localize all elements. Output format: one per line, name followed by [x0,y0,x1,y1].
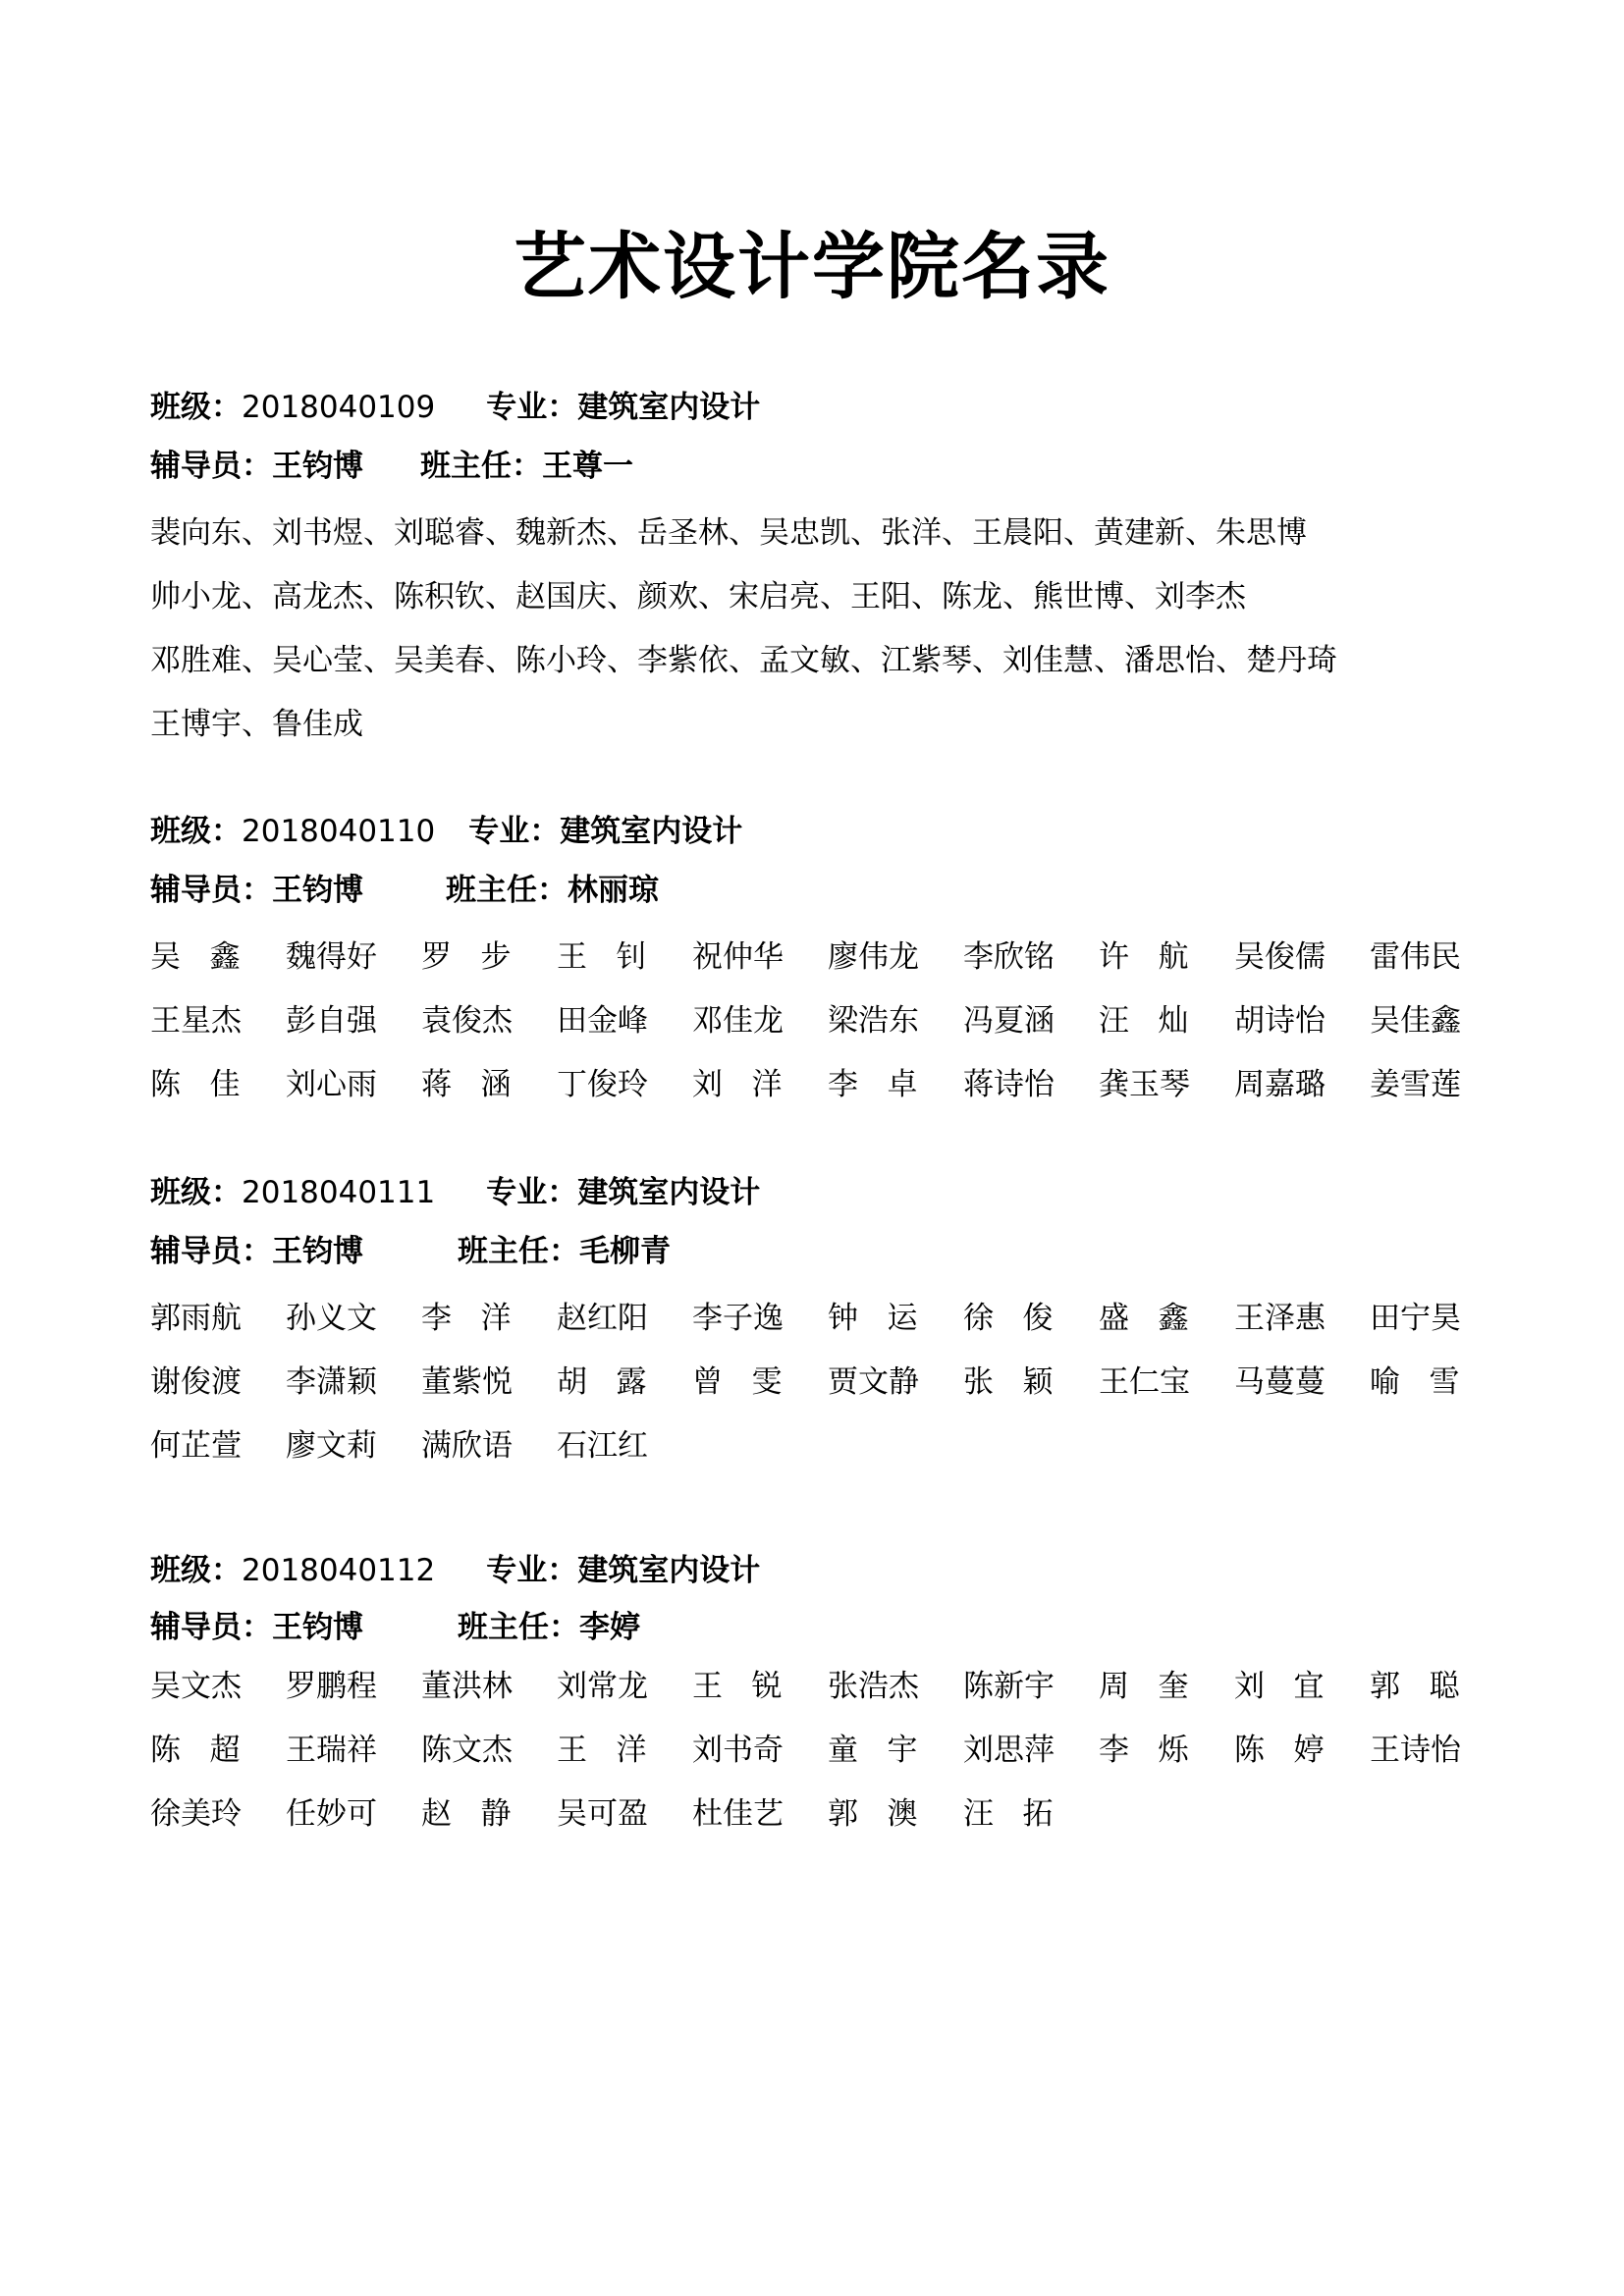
student-name: 胡露 [557,1364,676,1400]
head-teacher-name: 毛柳青 [579,1234,671,1269]
student-name: 刘宜 [1234,1669,1353,1704]
counselor-name: 王钧博 [272,1610,363,1645]
student-name: 龚玉琴 [1099,1067,1190,1102]
student-name: 姜雪莲 [1370,1067,1461,1102]
staff-info-line [150,1222,1486,1281]
major-value: 建筑室内设计 [577,1553,761,1588]
student-name: 王锐 [692,1669,811,1704]
counselor-label: 辅导员： [150,873,272,908]
student-name: 郭聪 [1370,1669,1489,1704]
name-row [150,1053,1486,1117]
student-name: 邓佳龙 [692,1003,784,1039]
student-name: 王钊 [557,939,676,975]
class-section-2018040109 [150,378,1486,757]
student-name: 祝仲华 [692,939,784,975]
student-name: 谢俊渡 [150,1364,242,1400]
student-name: 徐俊 [963,1301,1082,1336]
student-name: 王洋 [557,1733,676,1768]
student-name: 袁俊杰 [421,1003,513,1039]
student-name: 蒋涵 [421,1067,540,1102]
counselor-label: 辅导员： [150,449,272,484]
class-info-line [150,1541,1486,1600]
student-name: 张颖 [963,1364,1082,1400]
student-name: 王星杰 [150,1003,242,1039]
head-teacher-name: 林丽琼 [568,873,659,908]
name-row [150,1655,1489,1719]
major-value: 建筑室内设计 [577,1175,761,1210]
student-name: 钟运 [828,1301,947,1336]
student-name: 陈新宇 [963,1669,1055,1704]
student-name: 赵静 [421,1796,540,1832]
staff-info-line [150,437,1486,496]
student-name: 徐美玲 [150,1796,242,1832]
student-name: 李子逸 [692,1301,784,1336]
student-names [150,502,1486,757]
student-name: 吴佳鑫 [1370,1003,1461,1039]
counselor-name: 王钧博 [272,1234,363,1269]
student-name: 任妙可 [286,1796,377,1832]
student-name: 廖伟龙 [828,939,919,975]
student-name: 贾文静 [828,1364,919,1400]
student-name: 王瑞祥 [286,1733,377,1768]
student-name: 李卓 [828,1067,947,1102]
student-name: 盛鑫 [1099,1301,1218,1336]
student-name: 张浩杰 [828,1669,919,1704]
counselor-label: 辅导员： [150,1234,272,1269]
student-name: 童宇 [828,1733,947,1768]
head-teacher-name: 王尊一 [542,449,633,484]
class-section-2018040112 [150,1541,1489,1846]
student-name: 周嘉璐 [1234,1067,1326,1102]
student-name: 吴可盈 [557,1796,648,1832]
student-name: 汪拓 [963,1796,1082,1832]
student-name: 魏得好 [286,939,377,975]
student-name: 陈婷 [1234,1733,1353,1768]
student-name: 田宁昊 [1370,1301,1461,1336]
student-name: 彭自强 [286,1003,377,1039]
head-teacher-label: 班主任： [458,1234,579,1269]
student-name: 冯夏涵 [963,1003,1055,1039]
student-name: 喻雪 [1370,1364,1489,1400]
name-row [150,1783,1486,1846]
major-label: 专业： [486,1553,578,1588]
student-name: 汪灿 [1099,1003,1218,1039]
name-line: 邓胜难、吴心莹、吴美春、陈小玲、李紫依、孟文敏、江紫琴、刘佳慧、潘思怡、楚丹琦 [150,643,1337,678]
student-name: 刘思萍 [963,1733,1055,1768]
class-label: 班级： [150,814,242,849]
staff-info-line [150,1600,1486,1655]
student-name: 李洋 [421,1301,540,1336]
student-name: 何芷萱 [150,1428,242,1464]
name-row [150,926,1486,989]
name-row [150,1351,1489,1415]
name-row [150,1719,1486,1783]
student-name: 蒋诗怡 [963,1067,1055,1102]
student-name: 廖文莉 [286,1428,377,1464]
name-line: 裴向东、刘书煜、刘聪睿、魏新杰、岳圣林、吴忠凯、张洋、王晨阳、黄建新、朱思博 [150,515,1307,551]
head-teacher-label: 班主任： [446,873,568,908]
student-name: 许航 [1099,939,1218,975]
student-name-grid [150,926,1486,1117]
student-name: 刘洋 [692,1067,811,1102]
student-name: 孙义文 [286,1301,377,1336]
class-label: 班级： [150,1175,242,1210]
student-name: 王诗怡 [1370,1733,1461,1768]
student-name: 丁俊玲 [557,1067,648,1102]
name-row [150,1415,1486,1478]
major-value: 建筑室内设计 [560,814,743,849]
class-label: 班级： [150,1553,242,1588]
class-label: 班级： [150,390,242,425]
student-name: 马蔓蔓 [1234,1364,1326,1400]
student-name: 董紫悦 [421,1364,513,1400]
name-row [150,1287,1486,1351]
student-name: 田金峰 [557,1003,648,1039]
head-teacher-label: 班主任： [420,449,542,484]
page-title: 艺术设计学院名录 [514,225,1110,309]
class-number: 2018040112 [242,1553,436,1588]
student-name: 吴鑫 [150,939,269,975]
class-number: 2018040111 [242,1175,436,1210]
student-name: 胡诗怡 [1234,1003,1326,1039]
head-teacher-name: 李婷 [579,1610,640,1645]
student-name: 满欣语 [421,1428,513,1464]
head-teacher-label: 班主任： [458,1610,579,1645]
student-name: 李烁 [1099,1733,1218,1768]
class-info-line [150,378,1486,437]
name-row [150,989,1486,1053]
student-name: 郭澳 [828,1796,947,1832]
major-label: 专业： [486,1175,578,1210]
student-name: 陈文杰 [421,1733,513,1768]
student-name: 吴俊儒 [1234,939,1326,975]
student-name: 刘心雨 [286,1067,377,1102]
student-name: 李欣铭 [963,939,1055,975]
student-name: 赵红阳 [557,1301,648,1336]
student-name: 刘书奇 [692,1733,784,1768]
staff-info-line [150,861,1486,920]
student-name: 陈佳 [150,1067,269,1102]
class-info-line [150,802,1486,861]
class-section-2018040110 [150,802,1486,1117]
student-name: 罗鹏程 [286,1669,377,1704]
major-value: 建筑室内设计 [577,390,761,425]
student-name: 董洪林 [421,1669,513,1704]
counselor-name: 王钧博 [272,449,363,484]
student-name: 刘常龙 [557,1669,648,1704]
student-name: 周奎 [1099,1669,1218,1704]
student-name: 梁浩东 [828,1003,919,1039]
student-name: 雷伟民 [1370,939,1461,975]
student-name: 王仁宝 [1099,1364,1190,1400]
student-name: 罗步 [421,939,540,975]
student-name: 曾雯 [692,1364,811,1400]
counselor-name: 王钧博 [272,873,363,908]
counselor-label: 辅导员： [150,1610,272,1645]
major-label: 专业： [486,390,578,425]
student-name-grid [150,1287,1489,1478]
class-number: 2018040110 [242,814,436,849]
student-name-grid [150,1655,1489,1846]
student-name: 吴文杰 [150,1669,242,1704]
student-name: 王泽惠 [1234,1301,1326,1336]
class-number: 2018040109 [242,390,436,425]
student-name: 石江红 [557,1428,648,1464]
class-section-2018040111 [150,1163,1489,1478]
student-name: 杜佳艺 [692,1796,784,1832]
class-info-line [150,1163,1486,1222]
student-name: 陈超 [150,1733,269,1768]
name-line: 帅小龙、高龙杰、陈积钦、赵国庆、颜欢、宋启亮、王阳、陈龙、熊世博、刘李杰 [150,579,1246,614]
student-name: 郭雨航 [150,1301,242,1336]
name-line: 王博宇、鲁佳成 [150,707,363,742]
student-name: 李潇颖 [286,1364,377,1400]
major-label: 专业： [468,814,561,849]
